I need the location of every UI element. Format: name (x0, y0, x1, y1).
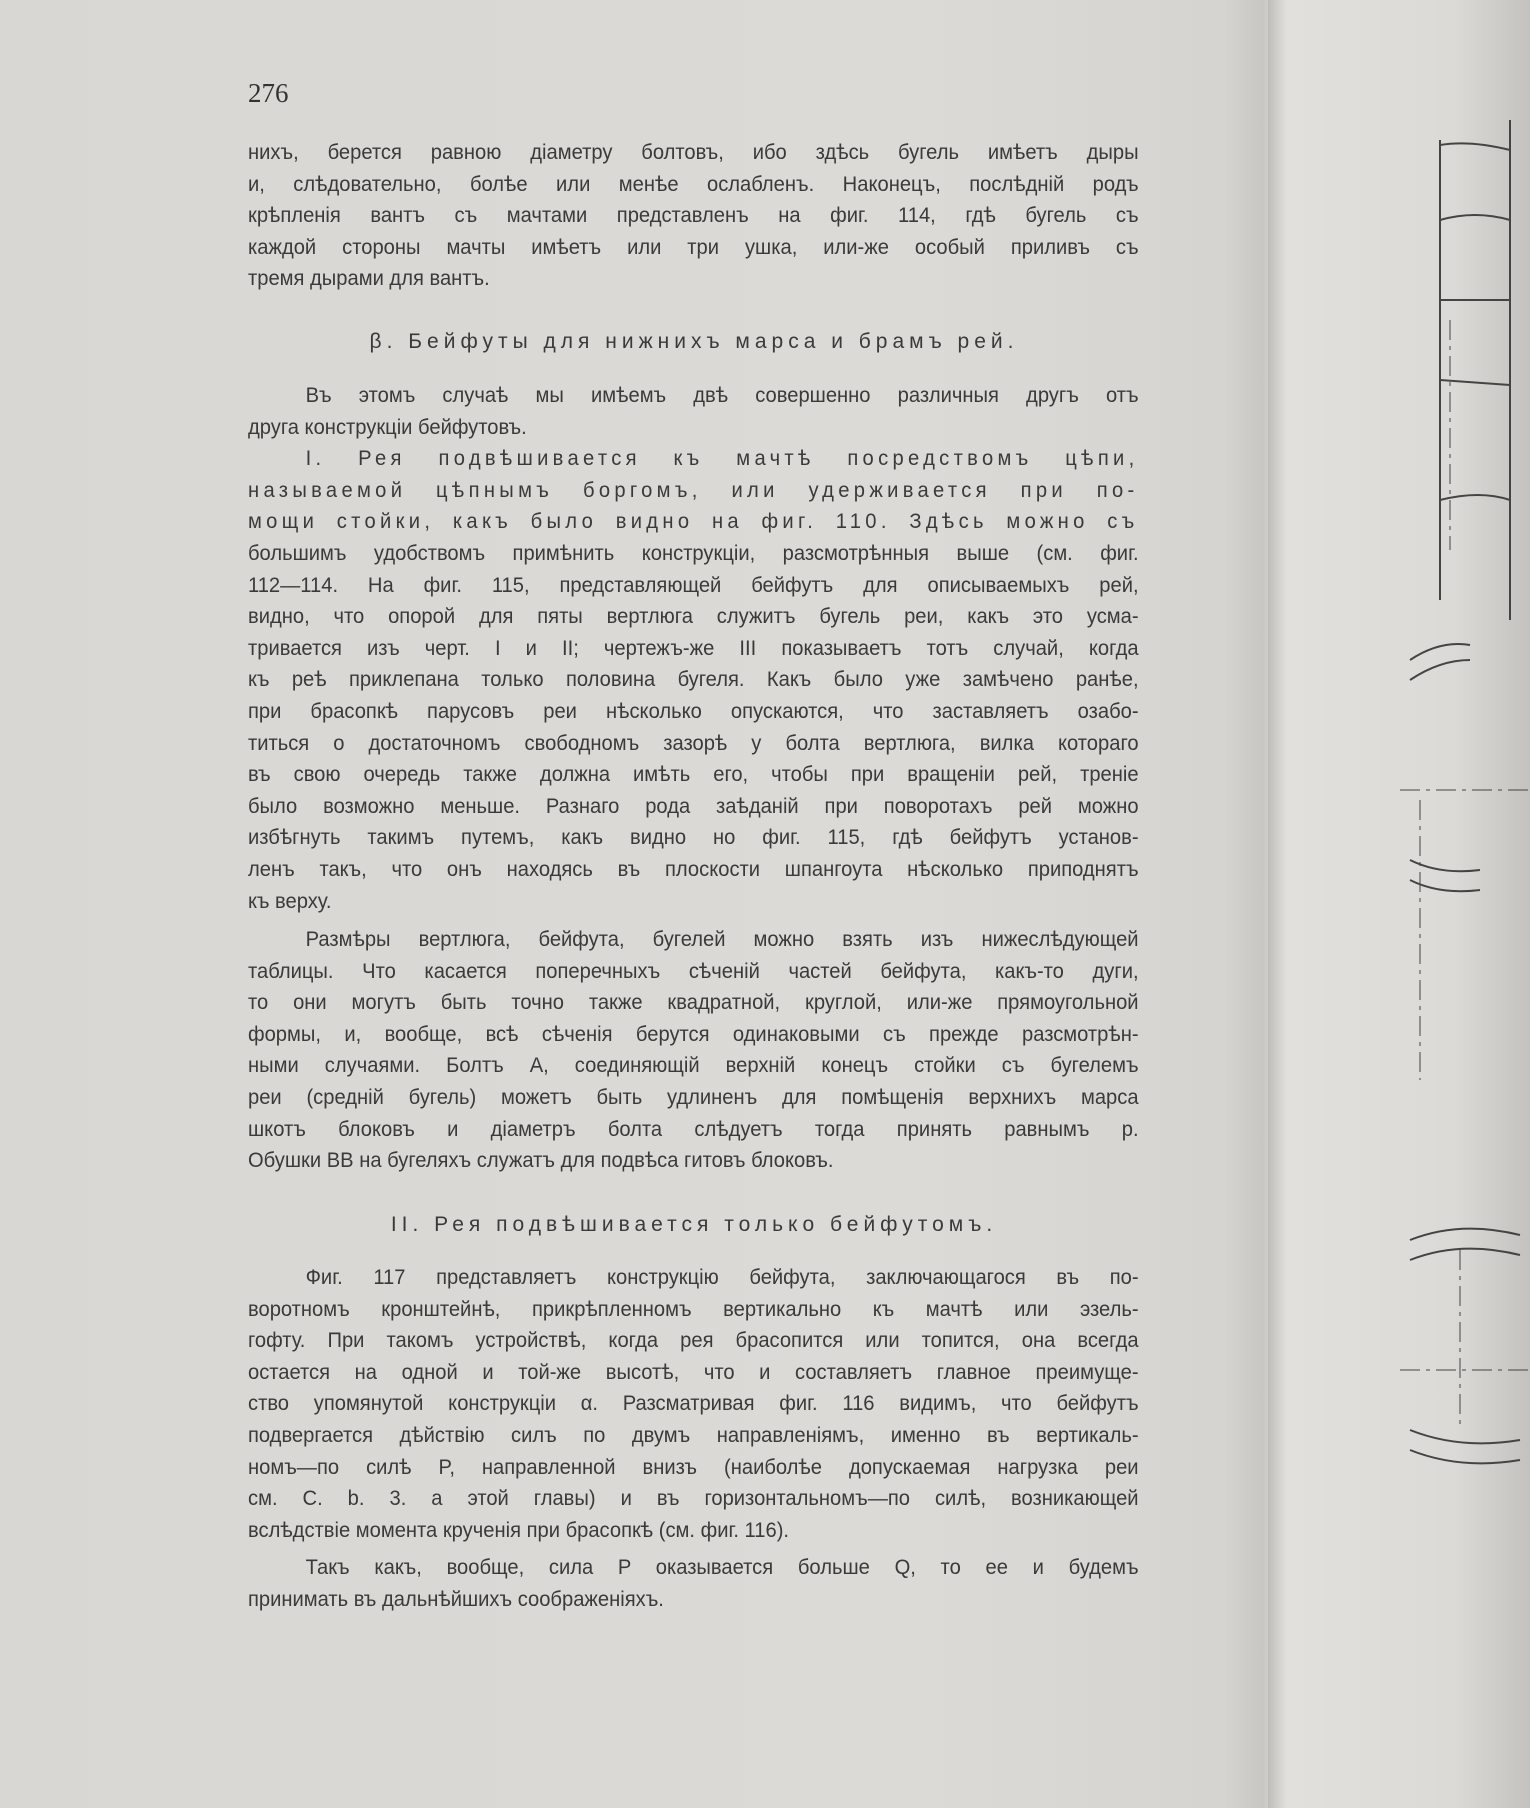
text-line: ными случаями. Болтъ A, соединяющій верхній конецъ стойки съ бугелемъ (248, 1054, 1139, 1078)
text-line: формы, и, вообще, всѣ сѣченія берутся одинаковыми съ прежде разсмотрѣн- (248, 1022, 1139, 1046)
section-heading-beta: β. Бейфуты для нижнихъ марса и брамъ рей. (369, 330, 1019, 353)
paragraph-5 (248, 1552, 1140, 1615)
text-line: гофту. При такомъ устройствѣ, когда рея брасопится или топится, она всегда (248, 1329, 1139, 1353)
text-line: тривается изъ черт. I и II; чертежъ-же III показываетъ тотъ случай, когда (248, 636, 1139, 660)
text-line: крѣпленія вантъ съ мачтами представленъ на фиг. 114, гдѣ бугель съ (248, 204, 1139, 228)
text-line: друга конструкціи бейфутовъ. (248, 415, 527, 439)
text-line: воротномъ кронштейнѣ, прикрѣпленномъ вертикально къ мачтѣ или эзель- (248, 1297, 1139, 1321)
page-number: 276 (248, 78, 289, 108)
page-fold-shadow (1268, 0, 1288, 1808)
text-line: Размѣры вертлюга, бейфута, бугелей можно взять изъ нижеслѣдующей (305, 928, 1139, 951)
paragraph-3 (248, 924, 1140, 1177)
text-line: Въ этомъ случаѣ мы имѣемъ двѣ совершенно различныя другъ отъ (305, 384, 1139, 407)
text-line: мощи стойки, какъ было видно на фиг. 110. Здѣсь можно съ (248, 510, 1139, 534)
text-line: Обушки BB на бугеляхъ служатъ для подвѣса гитовъ блоковъ. (248, 1149, 834, 1173)
text-line: къ реѣ приклепана только половина бугеля. Какъ было уже замѣчено ранѣе, (248, 668, 1139, 692)
text-line: см. C. b. 3. a этой главы) и въ горизонтальномъ—по силѣ, возникающей (248, 1487, 1139, 1511)
section-heading-two: II. Рея подвѣшивается только бейфутомъ. (390, 1213, 998, 1236)
text-line: видно, что опорой для пяты вертлюга служитъ бугель реи, какъ это усма- (248, 605, 1139, 629)
text-line: принимать въ дальнѣйшихъ соображеніяхъ. (248, 1587, 664, 1611)
text-line: реи (средній бугель) можетъ быть удлиненъ для помѣщенія верхнихъ марса (248, 1085, 1139, 1109)
text-line: и, слѣдовательно, болѣе или менѣе ослабленъ. Наконецъ, послѣдній родъ (248, 172, 1139, 196)
text-line: ство упомянутой конструкціи α. Разсматривая фиг. 116 видимъ, что бейфутъ (248, 1392, 1139, 1416)
text-line: Такъ какъ, вообще, сила P оказывается больше Q, то ее и будемъ (305, 1556, 1139, 1579)
text-line: избѣгнуть такимъ путемъ, какъ видно но фиг. 115, гдѣ бейфутъ установ- (248, 826, 1139, 850)
text-line: къ верху. (248, 889, 332, 913)
text-line: 112—114. На фиг. 115, представляющей бейфутъ для описываемыхъ рей, (248, 573, 1139, 597)
text-line: нихъ, берется равною діаметру болтовъ, ибо здѣсь бугель имѣетъ дыры (248, 141, 1139, 164)
text-line: вслѣдствіе момента крученія при брасопкѣ (см. фиг. 116). (248, 1518, 790, 1542)
text-line: шкотъ блоковъ и діаметръ болта слѣдуетъ тогда принять равнымъ p. (248, 1117, 1139, 1141)
paragraph-4 (248, 1262, 1140, 1546)
text-line: Фиг. 117 представляетъ конструкцію бейфута, заключающагося въ по- (305, 1266, 1139, 1289)
text-line: номъ—по силѣ P, направленной внизъ (наиболѣе допускаемая нагрузка реи (248, 1455, 1139, 1479)
text-line: тремя дырами для вантъ. (248, 267, 490, 291)
text-line: въ свою очередь также должна имѣть его, чтобы при вращеніи рей, треніе (248, 763, 1139, 787)
text-line: титься о достаточномъ свободномъ зазорѣ у болта вертлюга, вилка котораго (248, 731, 1139, 755)
paragraph-1 (248, 137, 1140, 295)
text-line: называемой цѣпнымъ боргомъ, или удерживается при по- (248, 478, 1139, 502)
text-line: I. Рея подвѣшивается къ мачтѣ посредствомъ цѣпи, (305, 447, 1139, 471)
text-line: остается на одной и той-же высотѣ, что и составляетъ главное преимуще- (248, 1360, 1139, 1384)
paragraph-2 (248, 380, 1140, 917)
text-line: каждой стороны мачты имѣетъ или три ушка, или-же особый приливъ съ (248, 235, 1139, 259)
text-line: подвергается дѣйствію силъ по двумъ направленіямъ, именно въ вертикаль- (248, 1423, 1139, 1447)
text-line: ленъ такъ, что онъ находясь въ плоскости шпангоута нѣсколько приподнятъ (248, 857, 1139, 881)
text-line: то они могутъ быть точно также квадратной, круглой, или-же прямоугольной (248, 991, 1139, 1015)
text-line: при брасопкѣ парусовъ реи нѣсколько опускаются, что заставляетъ озабо- (248, 699, 1139, 723)
text-line: было возможно меньше. Разнаго рода заѣданій при поворотахъ рей можно (248, 794, 1139, 818)
text-line: большимъ удобствомъ примѣнить конструкціи, разсмотрѣнныя выше (см. фиг. (248, 541, 1139, 565)
adjacent-page-figure-drawing (1400, 100, 1530, 1600)
text-line: таблицы. Что касается поперечныхъ сѣченій частей бейфута, какъ-то дуги, (248, 959, 1139, 983)
